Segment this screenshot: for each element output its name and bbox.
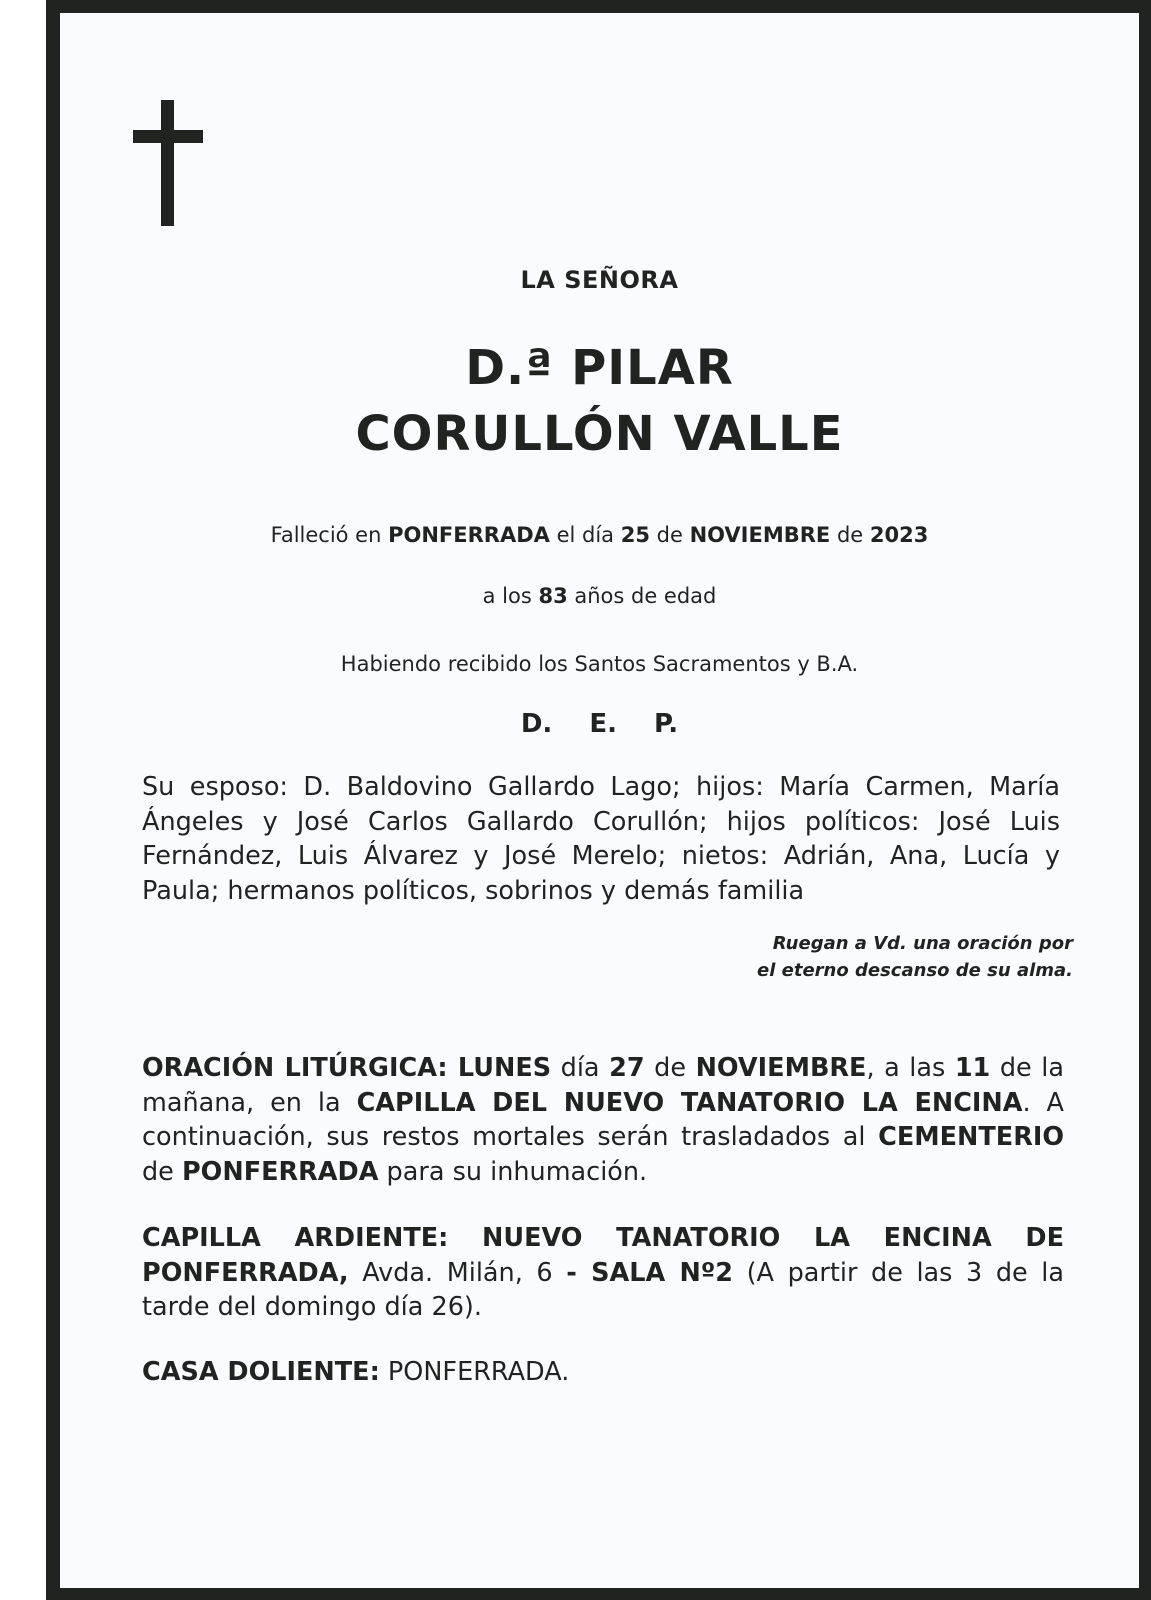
death-month: NOVIEMBRE [689,523,831,547]
obituary-card [46,0,1151,1600]
death-info: Falleció en PONFERRADA el día 25 de NOVIEMBRE de 2023 [270,523,929,547]
death-place: PONFERRADA [388,523,550,547]
deceased-name [60,335,1139,467]
family-list: Su esposo: D. Baldovino Gallardo Lago; hijos: María Carmen, María Ángeles y José Carlos Gallardo Corullón; hijos políticos: José Luis Fernández, Luis Álvarez y José Merelo; nietos: Adrián, Ana, Lucía y Paula; hermanos políticos, sobrinos y demás familia [142,772,1060,906]
obituary-content [60,13,1139,1588]
age-info: a los 83 años de edad [482,584,717,608]
age-years: 83 [538,584,568,608]
dep-text: D. E. P. [520,709,679,739]
name-line-2: CORULLÓN VALLE [355,406,844,462]
name-line-1: D.ª PILAR [465,340,734,396]
death-year: 2023 [869,523,929,547]
liturgical-prayer-info: ORACIÓN LITÚRGICA: LUNES día 27 de NOVIEMBRE, a las 11 de la mañana, en la CAPILLA DEL NUEVO TANATORIO LA ENCINA. A continuación, sus restos mortales serán trasladados al CEMENTERIO de PONFERRADA para su inhumación. [142,1053,1065,1187]
mourning-house-info: CASA DOLIENTE: PONFERRADA. [142,1357,570,1387]
prayer-request: Ruegan a Vd. una oración por el eterno descanso de su alma. [757,933,1073,981]
cross-icon [133,100,203,226]
heading: LA SEÑORA [520,266,679,294]
funeral-chapel-info: CAPILLA ARDIENTE: NUEVO TANATORIO LA ENCINA DE PONFERRADA, Avda. Milán, 6 - SALA Nº2 (A partir de las 3 de la tarde del domingo día 26). [142,1223,1064,1322]
death-day: 25 [620,523,650,547]
sacraments-text: Habiendo recibido los Santos Sacramentos y B.A. [340,652,859,676]
